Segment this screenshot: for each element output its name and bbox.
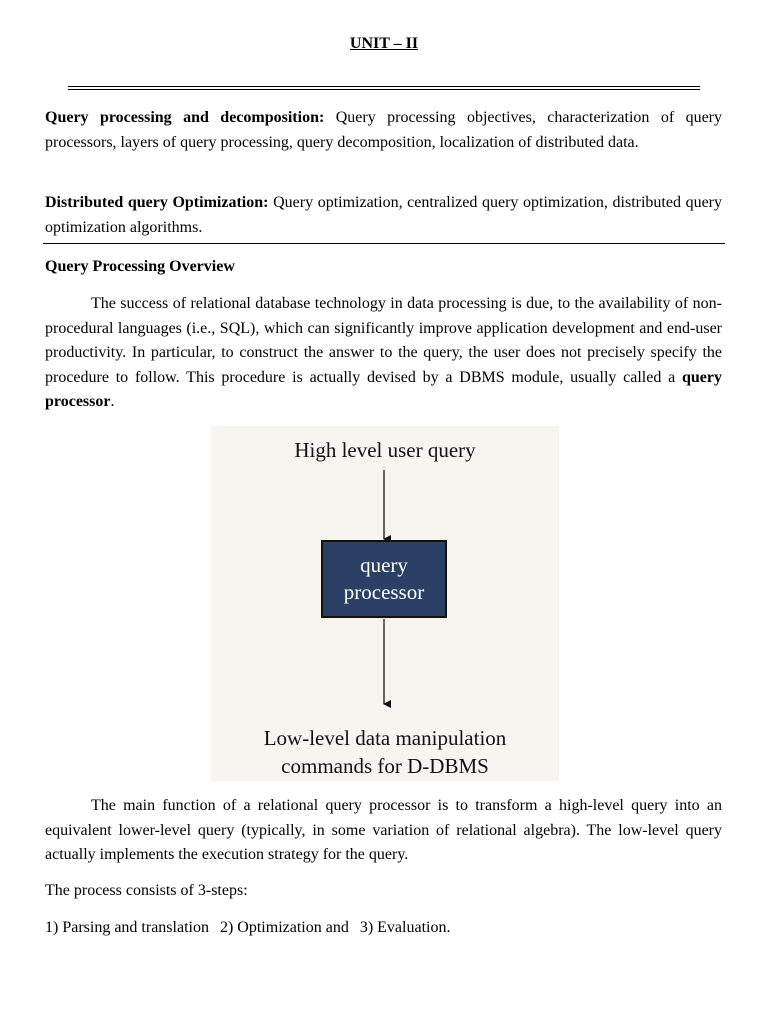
main-function-paragraph: The main function of a relational query processor is to transform a high-level query into an equivalent lower-level query (typically, in some variation of relational algebra). The low-level query actually implements the execution strategy for the query. xyxy=(45,797,722,863)
section-heading: Query Processing Overview xyxy=(45,258,235,275)
syllabus-item-2-lead: Distributed query Optimization: xyxy=(45,194,269,211)
syllabus-item-2-text: Query optimization, centralized query optimization, distributed query optimization algorithms. xyxy=(45,194,723,236)
syllabus-item-1 xyxy=(45,106,722,155)
syllabus-item-1-text: Query processing objectives, characterization of query processors, layers of query processing, query decomposition, localization of distributed data. xyxy=(45,109,723,151)
query-processor-diagram xyxy=(211,426,559,781)
box-label-line-2: processor xyxy=(343,580,425,604)
syllabus-item-1-lead: Query processing and decomposition: xyxy=(45,109,325,126)
syllabus-item-2 xyxy=(45,191,722,240)
unit-title: UNIT – II xyxy=(349,35,419,52)
query-processor-term: query processor xyxy=(45,368,722,410)
intro-paragraph xyxy=(45,292,722,415)
diagram-output-label-line-1: Low-level data manipulation xyxy=(263,726,507,750)
query-processor-box xyxy=(321,540,447,618)
diagram-input-label: High level user query xyxy=(294,438,476,462)
diagram-output-label-line-2: commands for D-DBMS xyxy=(281,754,489,778)
intro-paragraph-end: . xyxy=(110,393,115,410)
intro-paragraph-text: The success of relational database technology in data processing is due, to the availability of non-procedural languages (i.e., SQL), which can significantly improve application development and end-user productivity. In particular, to construct the answer to the query, the user does not precisely specify the procedure to follow. This procedure is actually devised by a DBMS module, usually called a xyxy=(45,295,722,386)
box-label-line-1: query xyxy=(360,553,408,577)
section-divider xyxy=(43,243,725,244)
steps-list xyxy=(45,916,722,941)
steps-intro: The process consists of 3-steps: xyxy=(45,882,248,899)
step-1: 1) Parsing and translation xyxy=(45,919,209,936)
title-double-rule xyxy=(68,86,700,90)
step-2: 2) Optimization and xyxy=(219,919,349,936)
step-3: 3) Evaluation. xyxy=(359,919,451,936)
